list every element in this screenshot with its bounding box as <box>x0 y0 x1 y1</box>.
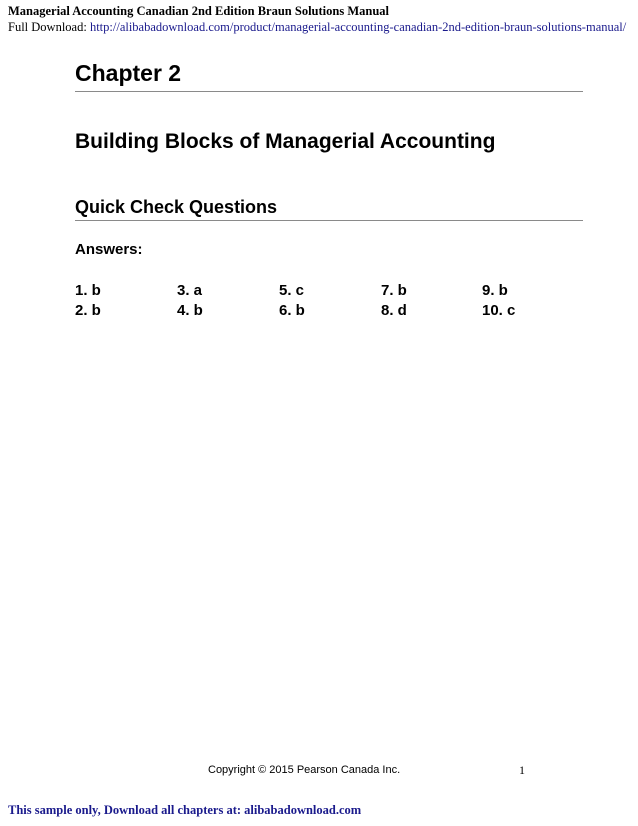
answer-item: 4. b <box>177 302 203 319</box>
section-title: Quick Check Questions <box>75 195 583 221</box>
answer-item: 6. b <box>279 302 305 319</box>
page-number: 1 <box>519 763 525 777</box>
banner-download-line <box>8 20 630 35</box>
chapter-title: Chapter 2 <box>75 58 583 92</box>
sample-download-note[interactable]: This sample only, Download all chapters at: alibabadownload.com <box>8 803 362 817</box>
answer-item: 9. b <box>482 282 508 299</box>
answers-grid <box>75 282 583 320</box>
answer-item: 8. d <box>381 302 407 319</box>
answer-item: 10. c <box>482 302 516 319</box>
banner-title: Managerial Accounting Canadian 2nd Edition Braun Solutions Manual <box>8 4 389 18</box>
answers-label: Answers: <box>75 241 143 258</box>
answer-item: 3. a <box>177 282 203 299</box>
answer-item: 1. b <box>75 282 101 299</box>
answer-item: 2. b <box>75 302 101 319</box>
copyright-notice: Copyright © 2015 Pearson Canada Inc. <box>208 764 401 776</box>
answer-item: 7. b <box>381 282 407 299</box>
answer-item: 5. c <box>279 282 305 299</box>
download-link[interactable]: http://alibabadownload.com/product/managerial-accounting-canadian-2nd-edition-braun-solutions-manual/ <box>89 20 627 34</box>
chapter-subtitle: Building Blocks of Managerial Accounting <box>75 130 496 153</box>
download-label: Full Download: <box>8 20 90 34</box>
